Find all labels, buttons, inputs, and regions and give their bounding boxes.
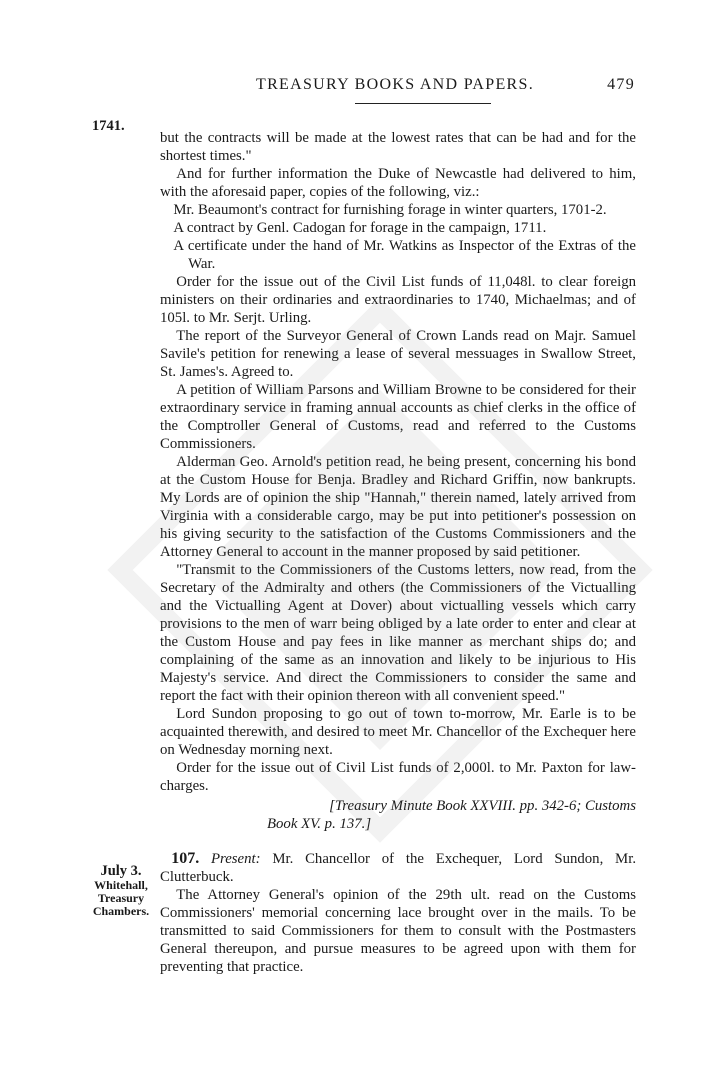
paragraph: And for further information the Duke of Newcastle had delivered to him, with the aforesaid paper, copies of the following, viz.: xyxy=(160,166,636,200)
document-body xyxy=(160,129,636,976)
paragraph: "Transmit to the Commissioners of the Customs letters, now read, from the Secretary of the Admiralty and others (the Commissioners of the Victualling and the Victualling Agent at Dover) about victualling vessels which carry provisions to the men of warr being obliged by a late order to enter and clear at the Custom House and pay fees in like manner as merchant ships do; and complaining of the same as an innovation and likely to be injurious to His Majesty's service. And direct the Commissioners to consider the same and report the fact with their opinion thereon with all convenient speed." xyxy=(160,562,636,704)
citation-line-2: Book XV. p. 137.] xyxy=(267,816,372,832)
paragraph: but the contracts will be made at the lowest rates that can be had and for the shortest times." xyxy=(160,130,636,164)
paragraph: The report of the Surveyor General of Crown Lands read on Majr. Samuel Savile's petition for renewing a lease of several messuages in Swallow Street, St. James's. Agreed to. xyxy=(160,328,636,380)
entry-number: 107. xyxy=(171,850,200,867)
margin-entry-note xyxy=(86,865,156,918)
list-item: A certificate under the hand of Mr. Watkins as Inspector of the Extras of the War. xyxy=(173,238,636,272)
list-item: Mr. Beaumont's contract for furnishing forage in winter quarters, 1701-2. xyxy=(173,202,607,218)
paragraph: A petition of William Parsons and William Browne to be considered for their extraordinary service in framing annual accounts as chief clerks in the office of the Comptroller General of Customs, read and referred to the Customs Commissioners. xyxy=(160,382,636,452)
present-list: Mr. Chancellor of the Exchequer, Lord Sundon, Mr. Clutterbuck. xyxy=(160,851,637,885)
entry-place: Whitehall, Treasury Chambers. xyxy=(92,878,150,918)
header-rule xyxy=(355,103,491,104)
running-title: TREASURY BOOKS AND PAPERS. xyxy=(256,76,535,93)
margin-year: 1741. xyxy=(92,118,125,134)
paragraph: Order for the issue out of the Civil List funds of 11,048l. to clear foreign ministers on their ordinaries and extraordinaries to 1740, Michaelmas; and of 105l. to Mr. Serjt. Urling. xyxy=(160,274,636,326)
paragraph: Lord Sundon proposing to go out of town to-morrow, Mr. Earle is to be acquainted therewith, and desired to meet Mr. Chancellor of the Exchequer here on Wednesday morning next. xyxy=(160,706,636,758)
entry-heading xyxy=(160,850,636,886)
entry-date: July 3. xyxy=(100,863,142,879)
paragraph: Alderman Geo. Arnold's petition read, he being present, concerning his bond at the Custom House for Benja. Bradley and Richard Griffin, now bankrupts. My Lords are of opinion the ship "Hannah," therein named, lately arrived from Virginia with a considerable cargo, may be put into petitioner's possession on his giving security to the satisfaction of the Customs Commissioners and the Attorney General to account in the manner proposed by said petitioner. xyxy=(160,454,636,560)
list-item: A contract by Genl. Cadogan for forage in the campaign, 1711. xyxy=(173,220,547,236)
citation xyxy=(160,797,636,833)
present-label: Present: xyxy=(210,851,261,867)
citation-line-1: [Treasury Minute Book XXVIII. pp. 342-6; Customs xyxy=(329,798,636,814)
page-number: 479 xyxy=(607,76,635,93)
paragraph: The Attorney General's opinion of the 29th ult. read on the Customs Commissioners' memorial concerning lace brought over in the mails. To be transmitted to said Commissioners for them to consult with the Postmasters General thereupon, and pursue measures to be agreed upon with them for preventing that practice. xyxy=(160,887,636,975)
paragraph: Order for the issue out of Civil List funds of 2,000l. to Mr. Paxton for law-charges. xyxy=(160,760,636,794)
